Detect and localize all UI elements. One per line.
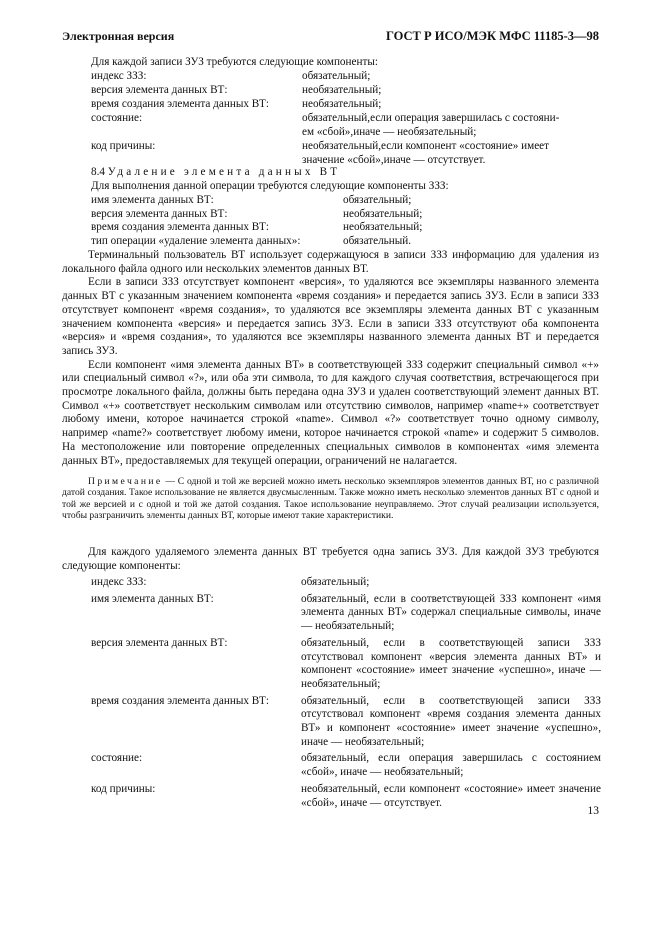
intro-1: Для каждой записи ЗУЗ требуются следующие компоненты: bbox=[91, 56, 378, 68]
table1-value: значение «сбой»,иначе — отсутствует. bbox=[302, 153, 486, 166]
table3-key: состояние: bbox=[91, 752, 143, 765]
table2-value: обязательный. bbox=[343, 235, 412, 248]
table1-value: необязательный; bbox=[302, 84, 382, 96]
table1 bbox=[91, 70, 601, 168]
table1-value: ем «сбой»,иначе — необязательный; bbox=[302, 125, 477, 138]
intro-3-block bbox=[62, 546, 599, 573]
section-intro: Для выполнения данной операции требуются следующие компоненты ЗЗЗ: bbox=[91, 180, 449, 192]
note bbox=[62, 476, 599, 521]
table3-value: обязательный, если в соответствующей ЗЗЗ компонент «имя элемента данных ВТ» содержал специальные символы, иначе — необязательный; bbox=[301, 592, 601, 633]
table2-key: время создания элемента данных ВТ: bbox=[91, 221, 269, 234]
table1-key: версия элемента данных ВТ: bbox=[91, 84, 228, 96]
section-heading bbox=[91, 166, 601, 180]
table2-key: версия элемента данных ВТ: bbox=[91, 207, 228, 220]
table1-key: время создания элемента данных ВТ: bbox=[91, 98, 269, 110]
table1-row bbox=[91, 140, 601, 168]
table3-row bbox=[91, 783, 601, 810]
table3-key: имя элемента данных ВТ: bbox=[91, 592, 214, 605]
table3-value: обязательный, если в соответствующей записи ЗЗЗ отсутствовал компонент «время создания элемента данных ВТ» и компонент «состояние» имеет значение «успешно», иначе — необязательный; bbox=[301, 694, 601, 748]
table2-row bbox=[91, 221, 601, 235]
table1-key: состояние: bbox=[91, 112, 143, 124]
table1-key: индекс ЗЗЗ: bbox=[91, 70, 147, 82]
table2-value: необязательный; bbox=[343, 221, 423, 234]
table1-row bbox=[91, 112, 601, 140]
table2-row bbox=[91, 194, 601, 208]
table2-key: тип операции «удаление элемента данных»: bbox=[91, 235, 301, 248]
page-number: 13 bbox=[587, 805, 599, 817]
table1-key: код причины: bbox=[91, 140, 156, 152]
body-text bbox=[62, 249, 599, 468]
table1-row bbox=[91, 98, 601, 112]
table1-value: обязательный; bbox=[302, 70, 371, 82]
table2-value: необязательный; bbox=[343, 207, 423, 220]
table1-row bbox=[91, 70, 601, 84]
section-title: Удаление элемента данных ВТ bbox=[107, 166, 341, 178]
header-right: ГОСТ Р ИСО/МЭК МФС 11185-3—98 bbox=[386, 29, 599, 43]
table3-row bbox=[91, 593, 601, 634]
table2-row bbox=[91, 208, 601, 222]
table3-row bbox=[91, 637, 601, 692]
header-left: Электронная версия bbox=[62, 29, 175, 43]
table3-key: версия элемента данных ВТ: bbox=[91, 636, 228, 649]
table1-value: обязательный,если операция завершилась с состояни- bbox=[302, 112, 560, 124]
paragraph: Если компонент «имя элемента данных ВТ» в соответствующей ЗЗЗ содержит специальный символ «+» или специальный символ «?», или оба эти символа, то для каждого случая соответствия, встречающегося при просмотре локального файла, должны быть передана одна ЗУЗ и удален соответствующий элемент данных ВТ. Символ «+» соответствует нескольким символам или отсутствию символов, например «name+» соответствует любому имени, которое начинается строкой «name». Символ «?» соответствует точно одному символу, например «name?» соответствует любому имени, которое начинается строкой «name» и содержит 5 символов. На местоположение или повторение определенных специальных символов в компонентах «имя элемента данных ВТ», предоставляемых для текущей операции, ограничений не налагается. bbox=[62, 358, 599, 467]
table1-row bbox=[91, 84, 601, 98]
table3-value: обязательный, если в соответствующей записи ЗЗЗ отсутствовал компонент «версия элемента данных ВТ» и компонент «состояние» имеет значение «успешно», иначе — необязательный; bbox=[301, 636, 601, 690]
note-label: Примечание bbox=[88, 476, 163, 487]
table2-key: имя элемента данных ВТ: bbox=[91, 194, 214, 206]
table3-key: время создания элемента данных ВТ: bbox=[91, 694, 269, 707]
section-number: 8.4 bbox=[91, 166, 105, 178]
note-text: — С одной и той же версией можно иметь несколько экземпляров элементов данных ВТ, но с различной датой создания. Такое использование не является двусмысленным. Также можно иметь несколько элементов данных ВТ с одной и той же версией и с одной и той же датой создания. Такое использование неуправляемо. Этот случай реализации используется, чтобы разграничить элементы данных ВТ, которые имеют такие характеристики. bbox=[62, 476, 599, 521]
table3-row bbox=[91, 576, 601, 590]
paragraph: Терминальный пользователь ВТ использует содержащуюся в записи ЗЗЗ информацию для удаления из локального файла одного или нескольких элементов данных ВТ. bbox=[62, 249, 599, 275]
table3-value: необязательный, если компонент «состояние» имеет значение «сбой», иначе — отсутствует. bbox=[301, 782, 601, 809]
table3-value: обязательный; bbox=[301, 576, 370, 588]
table3-value: обязательный, если операция завершилась с состоянием «сбой», иначе — необязательный; bbox=[301, 752, 601, 779]
paragraph: Если в записи ЗЗЗ отсутствует компонент «версия», то удаляются все экземпляры названного элемента данных ВТ с указанным значением компонента «время создания» и передается запись ЗУЗ. Если в записи ЗЗЗ отсутствует компонент «время создания», то удаляются все экземпляры элемента данных ВТ с указанным значением компонента «версия» и передается запись ЗУЗ. Если в записи ЗЗЗ отсутствуют оба компонента «версия» и «время создания», то удаляются все экземпляры названного элемента данных ВТ и передается запись ЗУЗ. bbox=[62, 276, 599, 357]
table2-value: обязательный; bbox=[343, 194, 412, 206]
note-block bbox=[62, 476, 599, 521]
intro-3: Для каждого удаляемого элемента данных ВТ требуется одна запись ЗУЗ. Для каждой ЗУЗ требуются следующие компоненты: bbox=[62, 546, 599, 572]
table2-row bbox=[91, 235, 601, 249]
table1-value: необязательный,если компонент «состояние» имеет bbox=[302, 140, 550, 152]
table1-value: необязательный; bbox=[302, 98, 382, 110]
table2 bbox=[91, 194, 601, 249]
table3-row bbox=[91, 752, 601, 779]
table3-row bbox=[91, 695, 601, 750]
table3 bbox=[91, 576, 601, 810]
table3-key: индекс ЗЗЗ: bbox=[91, 576, 147, 588]
table3-key: код причины: bbox=[91, 782, 156, 795]
